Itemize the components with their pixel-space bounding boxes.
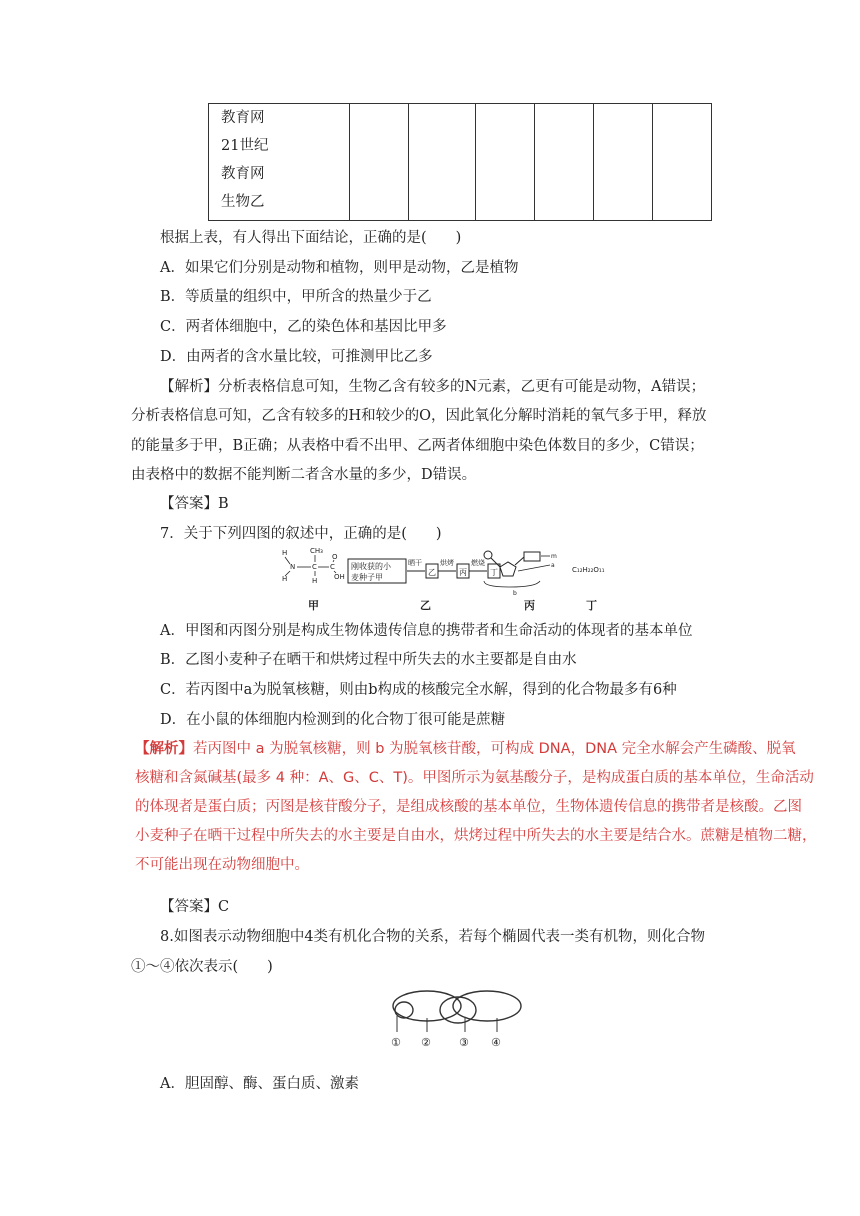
table-cell-line: 生物乙 <box>221 194 265 210</box>
table-cell <box>350 104 409 221</box>
table-cell <box>594 104 653 221</box>
label-b: b <box>513 590 517 597</box>
analysis-line: 由表格中的数据不能判断二者含水量的多少，D错误。 <box>131 467 477 483</box>
table-cell-line: 21世纪 <box>221 138 269 154</box>
atom-oh: OH <box>334 573 345 581</box>
figure-label-3: ③ <box>459 1036 469 1049</box>
table-cell <box>653 104 712 221</box>
ellipse-relation-figure <box>385 988 525 1050</box>
option-b: B．乙图小麦种子在晒干和烘烤过程中所失去的水主要都是自由水 <box>160 652 577 668</box>
brace-b <box>484 581 540 587</box>
figure-label-bing: 丙 <box>524 599 535 612</box>
answer: 【答案】B <box>160 496 229 512</box>
figure-label-ding: 丁 <box>586 599 597 612</box>
phosphate-circle <box>484 551 492 559</box>
atom-o: O <box>332 553 338 561</box>
atom-h: H <box>312 577 318 585</box>
option-a: A．甲图和丙图分别是构成生物体遗传信息的携带者和生命活动的体现者的基本单位 <box>160 623 693 639</box>
table-cell <box>476 104 535 221</box>
figure-label-2: ② <box>421 1036 431 1049</box>
option-a: A．胆固醇、酶、蛋白质、激素 <box>160 1076 359 1092</box>
option-d: D．由两者的含水量比较，可推测甲比乙多 <box>160 349 433 365</box>
box-yi-label: 乙 <box>428 568 436 577</box>
atom-h: H <box>282 575 288 583</box>
red-analysis-head: 【解析】 <box>135 741 193 757</box>
data-table <box>208 103 712 221</box>
figure-label-1: ① <box>391 1036 401 1049</box>
red-analysis-line: 的体现者是蛋白质；丙图是核苷酸分子，是组成核酸的基本单位，生物体遗传信息的携带者是核酸。乙图 <box>135 799 802 815</box>
four-figures <box>270 545 630 615</box>
ellipse-4 <box>453 991 521 1021</box>
figure-label-jia: 甲 <box>308 599 319 612</box>
question-7-stem: 7．关于下列四图的叙述中，正确的是( ) <box>160 526 442 542</box>
atom-c: C <box>312 563 317 571</box>
base-rect <box>524 552 540 561</box>
figure-label-yi: 乙 <box>420 599 431 612</box>
formula: C₁₂H₂₂O₁₁ <box>572 566 605 574</box>
box-text: 麦种子甲 <box>351 573 383 582</box>
table-cell-organism <box>209 104 350 221</box>
sugar-pentagon <box>500 562 516 576</box>
option-c: C．两者体细胞中，乙的染色体和基因比甲多 <box>160 319 447 335</box>
table-cell-line: 教育网 <box>221 166 265 182</box>
table-cell-line: 教育网 <box>221 110 265 126</box>
option-b: B．等质量的组织中，甲所含的热量少于乙 <box>160 289 432 305</box>
figure-label-4: ④ <box>491 1036 501 1049</box>
answer: 【答案】C <box>160 899 230 915</box>
label-a: a <box>551 562 555 569</box>
question-8-stem-cont: ①～④依次表示( ) <box>131 959 273 975</box>
red-analysis-line: 不可能出现在动物细胞中。 <box>135 857 309 873</box>
arrow-label: 烘烤 <box>440 559 454 567</box>
table-cell <box>535 104 594 221</box>
label-m: m <box>551 553 557 560</box>
question-8-stem: 8.如图表示动物细胞中4类有机化合物的关系，若每个椭圆代表一类有机物，则化合物 <box>160 929 706 945</box>
analysis-line: 的能量多于甲，B正确；从表格中看不出甲、乙两者体细胞中染色体数目的多少，C错误； <box>131 438 704 454</box>
atom-h: H <box>282 549 288 557</box>
atom-n: N <box>290 563 296 571</box>
box-ding-label: 丁 <box>490 568 498 577</box>
red-analysis-line: 核糖和含氮碱基(最多 4 种：A、G、C、T)。甲图所示为氨基酸分子，是构成蛋白质的基本单位，生命活动 <box>135 770 814 786</box>
atom-ch3: CH₃ <box>310 547 323 555</box>
analysis-line: 【解析】分析表格信息可知，生物乙含有较多的N元素，乙更有可能是动物，A错误； <box>160 379 706 395</box>
table-cell <box>409 104 476 221</box>
box-bing-label: 丙 <box>459 568 467 577</box>
atom-c: C <box>330 563 335 571</box>
ellipse-2 <box>393 991 461 1021</box>
option-d: D．在小鼠的体细胞内检测到的化合物丁很可能是蔗糖 <box>160 712 506 728</box>
option-a: A．如果它们分别是动物和植物，则甲是动物，乙是植物 <box>160 260 519 276</box>
option-c: C．若丙图中a为脱氧核糖，则由b构成的核酸完全水解，得到的化合物最多有6种 <box>160 682 677 698</box>
question-6-stem: 根据上表，有人得出下面结论，正确的是( ) <box>160 230 462 246</box>
red-analysis-line: 小麦种子在晒干过程中所失去的水主要是自由水，烘烤过程中所失去的水主要是结合水。蔗糖是植物二糖， <box>135 828 817 844</box>
arrow-label: 晒干 <box>408 559 422 567</box>
arrow-label: 燃烧 <box>471 559 485 567</box>
ellipse-1 <box>395 1002 413 1018</box>
box-text: 刚收获的小 <box>351 562 391 571</box>
red-analysis-line: 【解析】若丙图中 a 为脱氧核糖，则 b 为脱氧核苷酸，可构成 DNA，DNA 完全水解会产生磷酸、脱氧 <box>135 741 796 757</box>
analysis-line: 分析表格信息可知，乙含有较多的H和较少的O，因此氧化分解时消耗的氧气多于甲，释放 <box>131 408 707 424</box>
